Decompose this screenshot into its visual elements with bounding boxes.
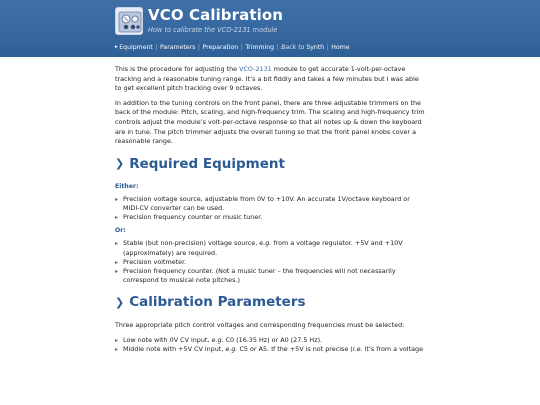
synth-module-logo-icon[interactable] bbox=[115, 7, 143, 35]
intro-text: module to get accurate 1-volt-per-octave tracking and a reasonable tuning range. It’s a bit fiddly and takes a few minutes but I was able to get excellent pitch tracking over 9 octaves. bbox=[115, 65, 419, 93]
site-header bbox=[0, 0, 540, 57]
section-heading-parameters bbox=[115, 294, 427, 310]
top-nav bbox=[115, 41, 350, 53]
list-item: ▸ Precision frequency counter. (Not a music tuner – the frequencies will not necessarily correspond to musical note pitches.) bbox=[115, 267, 427, 285]
list-item bbox=[115, 345, 427, 354]
list-text: Stable (but non-precision) voltage source, bbox=[123, 239, 260, 248]
list-item: ▸ Precision voltmeter. bbox=[115, 258, 427, 267]
nav-item-equipment[interactable]: Equipment bbox=[119, 43, 153, 51]
list-text-em: e.g. bbox=[211, 335, 224, 344]
intro-text: This is the procedure for adjusting the bbox=[115, 65, 240, 73]
list-text-em: e.g. bbox=[225, 345, 238, 354]
list-text: from a voltage regulator. +5V and +10V (approximately) are required. bbox=[123, 239, 403, 257]
either-label: Either: bbox=[115, 182, 139, 190]
list-text-em: i.e. bbox=[352, 345, 363, 354]
list-text: Middle note with +5V CV input, bbox=[123, 345, 226, 354]
nav-separator: | bbox=[240, 43, 243, 51]
header-content bbox=[115, 5, 435, 57]
parameters-intro: Three appropriate pitch control voltages and corresponding frequencies must be selected: bbox=[115, 321, 405, 330]
either-list bbox=[115, 195, 427, 223]
or-list bbox=[115, 239, 427, 285]
heading-text: Required Equipment bbox=[129, 155, 285, 172]
list-item bbox=[115, 336, 427, 345]
list-text-em: e.g. bbox=[259, 239, 272, 248]
list-text: C5 or A5. If the +5V is not precise ( bbox=[237, 345, 353, 354]
list-text: it’s from a voltage bbox=[362, 345, 423, 354]
list-item: ▸ Precision frequency counter or music tuner. bbox=[115, 213, 427, 222]
list-text: C0 (16.35 Hz) or A0 (27.5 Hz). bbox=[223, 335, 323, 344]
intro-paragraph-1 bbox=[115, 65, 427, 94]
list-item bbox=[115, 239, 427, 257]
section-heading-equipment bbox=[115, 156, 427, 172]
nav-separator: | bbox=[276, 43, 279, 51]
page-subtitle: How to calibrate the VCO-2131 module bbox=[148, 26, 278, 34]
page-title: VCO Calibration bbox=[148, 6, 284, 24]
nav-separator: | bbox=[155, 43, 158, 51]
nav-item-parameters[interactable]: Parameters bbox=[159, 43, 196, 51]
chevron-right-icon: ❯ bbox=[115, 295, 125, 309]
vco-2131-link[interactable]: VCO-2131 bbox=[239, 65, 272, 73]
parameters-list bbox=[115, 336, 427, 354]
nav-item-preparation[interactable]: Preparation bbox=[202, 43, 239, 51]
chevron-right-icon: ❯ bbox=[115, 157, 125, 171]
main-content bbox=[115, 65, 427, 359]
nav-item-home[interactable]: Home bbox=[331, 43, 350, 51]
nav-item-trimming[interactable]: Trimming bbox=[245, 43, 275, 51]
list-text: Low note with 0V CV input, bbox=[123, 335, 212, 344]
nav-separator: | bbox=[197, 43, 200, 51]
nav-item-synth[interactable]: Synth bbox=[306, 43, 325, 51]
nav-separator: | bbox=[326, 43, 329, 51]
chevron-right-icon: ▸ bbox=[115, 44, 118, 50]
list-item: ▸ Precision voltage source, adjustable from 0V to +10V. An accurate 1V/octave keyboard or MIDI-CV converter can be used. bbox=[115, 195, 427, 213]
or-label: Or: bbox=[115, 227, 126, 235]
heading-text: Calibration Parameters bbox=[129, 294, 306, 311]
intro-paragraph-2: In addition to the tuning controls on the front panel, there are three adjustable trimmers on the back of the module: Pitch, scaling, and high-frequency trim. The scaling and high-frequency trim controls adjust the module’s volt-per-octave response so that all notes up & down the keyboard are in tune. The pitch trimmer adjusts the overall tuning so that the front panel knobs cover a reasonable range. bbox=[115, 98, 425, 146]
nav-back-to-label: Back to bbox=[281, 43, 305, 51]
